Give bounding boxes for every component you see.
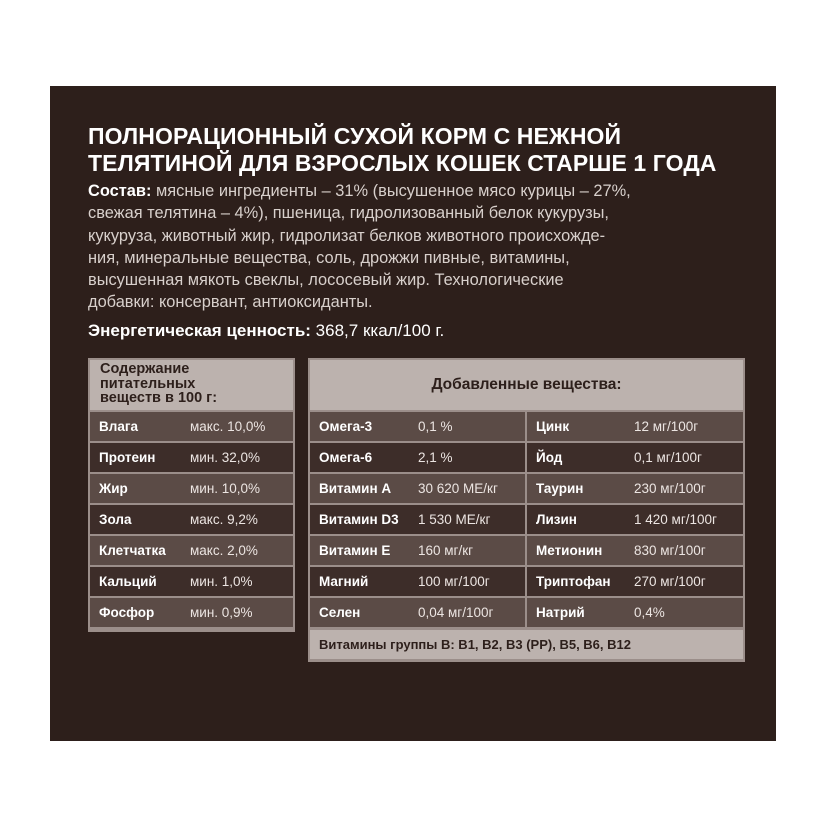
table-row [527,536,743,565]
additives-table-header: Добавленные вещества: [310,360,743,410]
table-row [90,443,293,472]
composition-line: кукуруза, животный жир, гидролизат белков животного происхожде- [88,226,606,245]
additive-value: 100 мг/100г [418,574,490,589]
nutrient-name: Влага [99,419,138,434]
additive-value: 0,1 мг/100г [634,450,702,465]
table-row [527,443,743,472]
additives-table [308,358,745,662]
additive-value: 0,1 % [418,419,453,434]
vitamins-b-row: Витамины группы B: B1, B2, B3 (PP), B5, B6, B12 [310,630,743,659]
table-row [310,474,525,503]
table-row [310,505,525,534]
nutrient-name: Протеин [99,450,156,465]
additive-name: Витамин А [319,481,392,496]
additive-name: Таурин [536,481,584,496]
table-row [527,598,743,627]
composition-line: ния, минеральные вещества, соль, дрожжи пивные, витамины, [88,248,570,267]
additive-name: Омега-6 [319,450,373,465]
nutrient-value: мин. 0,9% [190,605,253,620]
additive-value: 1 420 мг/100г [634,512,717,527]
nutrient-value: макс. 9,2% [190,512,258,527]
additive-name: Натрий [536,605,585,620]
additive-name: Магний [319,574,369,589]
table-row [90,536,293,565]
additive-name: Йод [536,450,563,465]
table-row [310,567,525,596]
composition-line: добавки: консервант, антиоксиданты. [88,293,373,312]
nutrient-name: Жир [99,481,128,496]
additive-name: Витамин Е [319,543,391,558]
product-title [88,123,768,177]
composition-label: Состав: [88,182,152,200]
table-row [310,598,525,627]
nutrient-value: макс. 2,0% [190,543,258,558]
header-line: веществ в 100 г: [100,390,218,406]
table-row [90,598,293,627]
additive-value: 270 мг/100г [634,574,706,589]
header-line: питательных [100,375,196,392]
title-line: ПОЛНОРАЦИОННЫЙ СУХОЙ КОРМ С НЕЖНОЙ [88,123,622,149]
additive-value: 160 мг/кг [418,543,474,558]
nutrient-value: макс. 10,0% [190,419,266,434]
title-line: ТЕЛЯТИНОЙ ДЛЯ ВЗРОСЛЫХ КОШЕК СТАРШЕ 1 ГОДА [88,150,717,176]
additive-value: 12 мг/100г [634,419,699,434]
nutrient-name: Фосфор [99,605,155,620]
additive-value: 30 620 МЕ/кг [418,481,498,496]
product-info-panel [50,86,776,741]
table-row [310,443,525,472]
composition-line: высушенная мякоть свеклы, лососевый жир. Технологические [88,271,564,290]
table-row [90,474,293,503]
additive-value: 230 мг/100г [634,481,706,496]
additive-name: Омега-3 [319,419,373,434]
additive-value: 2,1 % [418,450,453,465]
additive-value: 830 мг/100г [634,543,706,558]
nutrient-value: мин. 32,0% [190,450,261,465]
composition-text [88,180,748,314]
energy-value [88,320,748,342]
additive-name: Лизин [536,512,577,527]
additive-value: 0,4% [634,605,665,620]
table-row [527,412,743,441]
table-row [90,412,293,441]
header-line: Содержание [100,361,190,377]
table-row [90,505,293,534]
additive-name: Витамин D3 [319,512,399,527]
nutrient-name: Кальций [99,574,157,589]
additive-name: Триптофан [536,574,611,589]
additive-value: 1 530 МЕ/кг [418,512,491,527]
nutrients-table [88,358,295,632]
nutrients-table-header [90,360,293,410]
nutrient-name: Зола [99,512,132,527]
energy-label: Энергетическая ценность: [88,321,311,340]
composition-line: свежая телятина – 4%), пшеница, гидролизованный белок кукурузы, [88,204,609,223]
nutrient-value: мин. 1,0% [190,574,253,589]
additive-name: Метионин [536,543,603,558]
table-row [310,536,525,565]
table-row [310,412,525,441]
additive-name: Цинк [536,419,570,434]
nutrient-name: Клетчатка [99,543,166,558]
table-row [527,474,743,503]
table-row [527,505,743,534]
composition-text-part: мясные ингредиенты – 31% (высушенное мясо курицы – 27%, [151,182,631,200]
additive-value: 0,04 мг/100г [418,605,494,620]
energy-amount: 368,7 ккал/100 г. [310,321,445,340]
composition-line [88,180,748,202]
table-row [90,567,293,596]
table-row [527,567,743,596]
nutrient-value: мин. 10,0% [190,481,261,496]
additive-name: Селен [319,605,361,620]
